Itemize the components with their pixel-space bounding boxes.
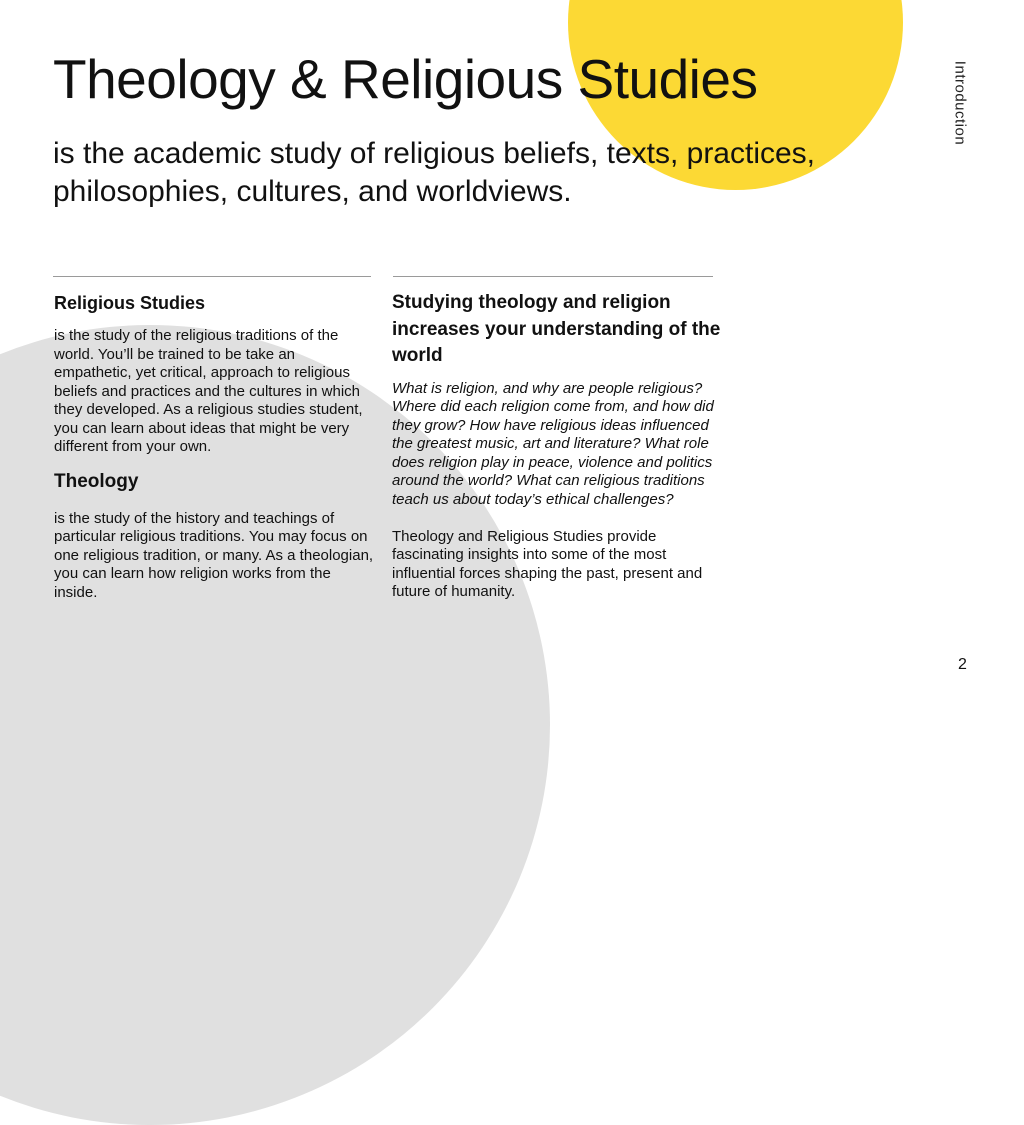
closing-paragraph: Theology and Religious Studies provide fascinating insights into some of the most influential forces shaping the past, present and future of humanity. — [392, 527, 703, 600]
section-label-text: Introduction — [951, 60, 969, 146]
section-label — [950, 48, 970, 158]
left-column — [54, 290, 374, 602]
theology-body: is the study of the history and teachings of particular religious traditions. You may focus on one religious tradition, or many. As a theologian, you can learn how religion works from the inside. — [54, 509, 374, 601]
theology-heading: Theology — [54, 470, 139, 492]
page-subtitle: is the academic study of religious beliefs, texts, practices, philosophies, cultures, and worldviews. — [53, 137, 816, 208]
page-title: Theology & Religious Studies — [53, 48, 758, 110]
divider-right — [393, 276, 713, 277]
right-column — [392, 290, 727, 602]
divider-left — [53, 276, 371, 277]
understanding-heading: Studying theology and religion increases your understanding of the world — [392, 292, 721, 366]
questions-paragraph: What is religion, and why are people religious? Where did each religion come from, and how did they grow? How have religious ideas influenced the greatest music, art and literature? What role does religion play in peace, violence and politics around the world? What can religious traditions teach us about today’s ethical challenges? — [392, 379, 714, 508]
religious-studies-heading: Religious Studies — [54, 293, 206, 313]
religious-studies-body: is the study of the religious traditions of the world. You’ll be trained to be take an empathetic, yet critical, approach to religious beliefs and practices and the cultures in which they developed. As a religious studies student, you can learn about ideas that might be very different from your own. — [54, 327, 363, 455]
page-number: 2 — [958, 656, 967, 673]
